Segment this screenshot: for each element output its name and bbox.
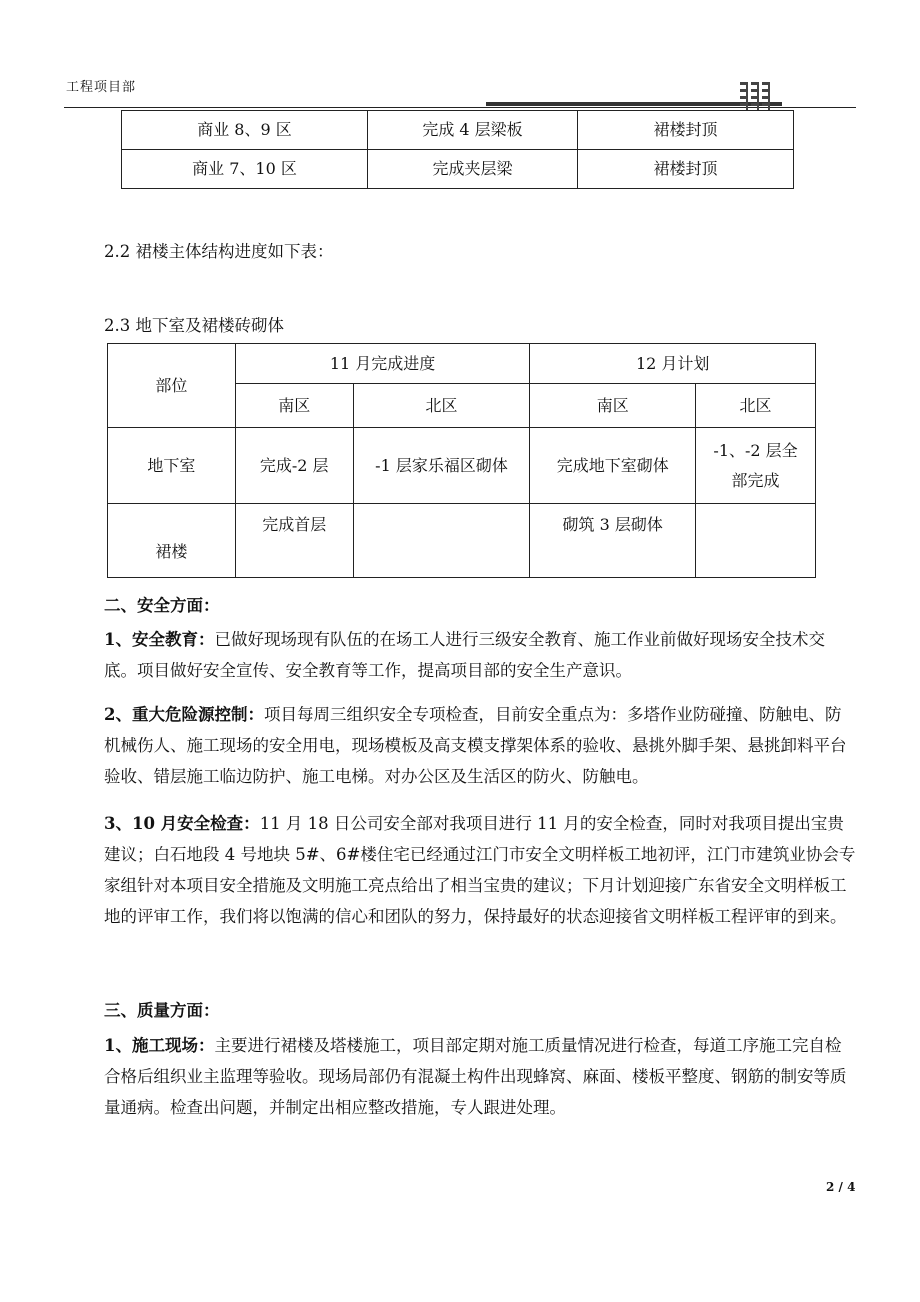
paragraph-title: 2、重大危险源控制： — [104, 705, 264, 724]
safety-paragraph-1 — [104, 624, 856, 686]
table-cell: 完成首层 — [235, 504, 353, 578]
paragraph-title: 1、安全教育： — [104, 630, 215, 649]
table-cell — [696, 504, 816, 578]
col-header-part: 部位 — [108, 344, 236, 428]
safety-heading: 二、安全方面： — [104, 596, 220, 615]
safety-paragraph-3 — [104, 808, 856, 932]
paragraph-text: 项目每周三组织安全专项检查，目前安全重点为：多塔作业防碰撞、防触电、防机械伤人、施工现场的安全用电，现场模板及高支模支撑架体系的验收、悬挑外脚手架、悬挑卸料平台验收、错层施工临边防护、施工电梯。对办公区及生活区的防火、防触电。 — [104, 705, 847, 786]
col-group-dec: 12 月计划 — [530, 344, 816, 384]
table-cell: 完成 4 层梁板 — [368, 111, 578, 150]
table-cell: 裙楼封顶 — [578, 111, 794, 150]
col-header-south: 南区 — [235, 384, 353, 428]
table-cell: 完成夹层梁 — [368, 150, 578, 189]
table-row — [122, 111, 794, 150]
masonry-progress-table — [107, 343, 816, 578]
section-2-2-heading: 2.2 裙楼主体结构进度如下表： — [104, 242, 334, 261]
progress-table-tower — [121, 110, 794, 189]
paragraph-title: 1、施工现场： — [104, 1036, 215, 1055]
table-row — [108, 428, 816, 504]
table-cell: 砌筑 3 层砌体 — [530, 504, 696, 578]
company-logo — [738, 78, 774, 114]
header-title: 工程项目部 — [66, 80, 137, 95]
col-header-north: 北区 — [696, 384, 816, 428]
page-number: 2 / 4 — [826, 1180, 856, 1194]
section-2-3-heading: 2.3 地下室及裙楼砖砌体 — [104, 316, 284, 335]
col-group-nov: 11 月完成进度 — [235, 344, 530, 384]
safety-paragraph-2 — [104, 699, 856, 792]
cell-line: -1、-2 层全 — [713, 440, 798, 460]
paragraph-text: 已做好现场现有队伍的在场工人进行三级安全教育、施工作业前做好现场安全技术交底。项目做好安全宣传、安全教育等工作，提高项目部的安全生产意识。 — [104, 630, 825, 680]
col-header-south: 南区 — [530, 384, 696, 428]
table-cell: 完成地下室砌体 — [530, 428, 696, 504]
table-header-row — [108, 344, 816, 384]
table-cell: 商业 8、9 区 — [122, 111, 368, 150]
table-cell — [353, 504, 530, 578]
table-cell: -1 层家乐福区砌体 — [353, 428, 530, 504]
table-cell: 完成-2 层 — [235, 428, 353, 504]
paragraph-text: 11 月 18 日公司安全部对我项目进行 11 月的安全检查，同时对我项目提出宝贵建议；白石地段 4 号地块 5#、6#楼住宅已经通过江门市安全文明样板工地初评，江门市建筑业协会专家组针对本项目安全措施及文明施工亮点给出了相当宝贵的建议；下月计划迎接广东省安全文明样板工地的评审工作，我们将以饱满的信心和团队的努力，保持最好的状态迎接省文明样板工程评审的到来。 — [104, 814, 856, 926]
quality-heading: 三、质量方面： — [104, 1001, 220, 1020]
quality-paragraph-1 — [104, 1030, 856, 1123]
table-row — [108, 504, 816, 578]
cell-line: 部完成 — [731, 470, 780, 490]
table-cell: 商业 7、10 区 — [122, 150, 368, 189]
table-row — [122, 150, 794, 189]
row-label-podium: 裙楼 — [108, 504, 236, 578]
table-cell — [696, 428, 816, 504]
row-label-basement: 地下室 — [108, 428, 236, 504]
col-header-north: 北区 — [353, 384, 530, 428]
table-cell: 裙楼封顶 — [578, 150, 794, 189]
paragraph-text: 主要进行裙楼及塔楼施工，项目部定期对施工质量情况进行检查，每道工序施工完自检合格后组织业主监理等验收。现场局部仍有混凝土构件出现蜂窝、麻面、楼板平整度、钢筋的制安等质量通病。检查出问题，并制定出相应整改措施，专人跟进处理。 — [104, 1036, 847, 1117]
paragraph-title: 3、10 月安全检查： — [104, 814, 260, 833]
